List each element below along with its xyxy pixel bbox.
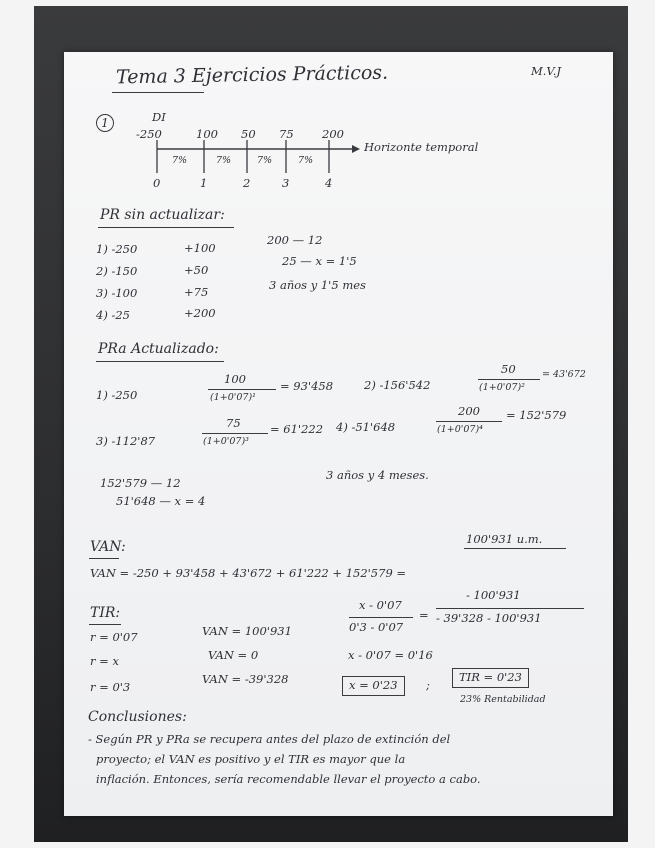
tir-right-fraction-denominator: - 39'328 - 100'931 (436, 611, 542, 625)
pra-rule-line-1: 152'579 — 12 (100, 476, 181, 490)
pra-rule-line-2: 51'648 — x = 4 (116, 494, 206, 508)
van-result-underline (464, 548, 566, 549)
pra-fraction-1-numerator: 100 (224, 372, 246, 386)
pra-fraction-1-denominator: (1+0'07)¹ (210, 392, 256, 403)
pra-fraction-3-denominator: (1+0'07)³ (203, 436, 249, 447)
tir-heading-underline (89, 624, 121, 625)
pra-result: 3 años y 4 meses. (326, 468, 429, 482)
exercise-number: 1 (96, 114, 114, 132)
pra-step-4: 4) -51'648 (336, 420, 396, 434)
pra-fraction-3-bar (202, 433, 268, 434)
period-1: 1 (200, 176, 208, 190)
pr-heading: PR sin actualizar: (100, 207, 225, 223)
pra-heading-underline (96, 361, 224, 362)
tir-row-3-van: VAN = -39'328 (202, 672, 289, 686)
pr-rule-line-1: 200 — 12 (267, 233, 323, 247)
pr-row-4-left: 4) -25 (96, 308, 130, 322)
period-4: 4 (325, 176, 333, 190)
tir-heading: TIR: (90, 605, 121, 621)
pr-result: 3 años y 1'5 mes (269, 278, 366, 292)
rate-label-1: 7% (172, 155, 188, 166)
cash-flow-1: 100 (196, 127, 218, 141)
conclusion-line-3: inflación. Entonces, sería recomendable llevar el proyecto a cabo. (96, 772, 481, 786)
handwritten-page (64, 52, 613, 816)
tir-x-boxed: x = 0'23 (342, 676, 405, 696)
tir-right-fraction-numerator: - 100'931 (466, 588, 521, 602)
pra-fraction-2-denominator: (1+0'07)² (479, 382, 525, 393)
pra-fraction-4-result: = 152'579 (506, 408, 567, 422)
tir-row-1-rate: r = 0'07 (90, 630, 138, 644)
van-heading-underline (89, 558, 119, 559)
tir-row-2-rate: r = x (90, 654, 119, 668)
tir-row-2-van: VAN = 0 (208, 648, 259, 662)
tir-row-1-van: VAN = 100'931 (202, 624, 292, 638)
pr-row-2-left: 2) -150 (96, 264, 138, 278)
pra-step-3: 3) -112'87 (96, 434, 156, 448)
author-initials: M.V.J (531, 64, 561, 78)
tir-result-boxed: TIR = 0'23 (452, 668, 529, 688)
pr-rule-line-2: 25 — x = 1'5 (282, 254, 357, 268)
pr-heading-underline (98, 227, 234, 228)
pra-fraction-4-denominator: (1+0'07)⁴ (437, 424, 483, 435)
tir-profitability-note: 23% Rentabilidad (460, 694, 546, 705)
page-title: Tema 3 Ejercicios Prácticos. (115, 61, 389, 89)
conclusion-line-1: - Según PR y PRa se recupera antes del plazo de extinción del (88, 732, 451, 746)
pr-row-4-right: +200 (184, 306, 216, 320)
pra-fraction-2-numerator: 50 (501, 362, 516, 376)
pr-row-3-right: +75 (184, 285, 209, 299)
tir-left-fraction-bar (349, 617, 413, 618)
pra-fraction-2-result: = 43'672 (542, 369, 586, 380)
pr-row-1-right: +100 (184, 241, 216, 255)
van-result: 100'931 u.m. (466, 532, 543, 546)
pra-step-2: 2) -156'542 (364, 378, 431, 392)
cash-flow-3: 75 (279, 127, 294, 141)
period-0: 0 (153, 176, 161, 190)
pra-fraction-1-result: = 93'458 (280, 379, 334, 393)
conclusions-heading: Conclusiones: (88, 709, 187, 725)
tir-equation: x - 0'07 = 0'16 (348, 648, 433, 662)
pra-fraction-4-bar (436, 421, 502, 422)
tir-equals-sign: = (419, 608, 429, 622)
pr-row-1-left: 1) -250 (96, 242, 138, 256)
period-2: 2 (243, 176, 251, 190)
cash-flow-2: 50 (241, 127, 256, 141)
van-formula: VAN = -250 + 93'458 + 43'672 + 61'222 + 152'579 = (90, 566, 407, 580)
pra-step-1: 1) -250 (96, 388, 138, 402)
pr-row-2-right: +50 (184, 263, 209, 277)
pra-fraction-3-result: = 61'222 (270, 422, 324, 436)
pra-heading: PRa Actualizado: (98, 341, 219, 357)
rate-label-3: 7% (257, 155, 273, 166)
di-label: DI (152, 110, 166, 124)
rate-label-2: 7% (216, 155, 232, 166)
tir-left-fraction-denominator: 0'3 - 0'07 (349, 620, 404, 634)
van-heading: VAN: (90, 539, 126, 555)
conclusion-line-2: proyecto; el VAN es positivo y el TIR es mayor que la (96, 752, 406, 766)
tir-row-3-rate: r = 0'3 (90, 680, 131, 694)
pra-fraction-3-numerator: 75 (226, 416, 241, 430)
pr-row-3-left: 3) -100 (96, 286, 138, 300)
period-3: 3 (282, 176, 290, 190)
pra-fraction-1-bar (208, 389, 276, 390)
rate-label-4: 7% (298, 155, 314, 166)
tir-left-fraction-numerator: x - 0'07 (359, 598, 402, 612)
tir-right-fraction-bar (436, 608, 584, 609)
timeline-diagram (64, 52, 613, 192)
pra-fraction-4-numerator: 200 (458, 404, 480, 418)
tir-separator: ; (426, 678, 430, 692)
pra-fraction-2-bar (478, 379, 540, 380)
cash-flow-0: -250 (136, 127, 162, 141)
cash-flow-4: 200 (322, 127, 344, 141)
horizon-label: Horizonte temporal (364, 140, 479, 154)
